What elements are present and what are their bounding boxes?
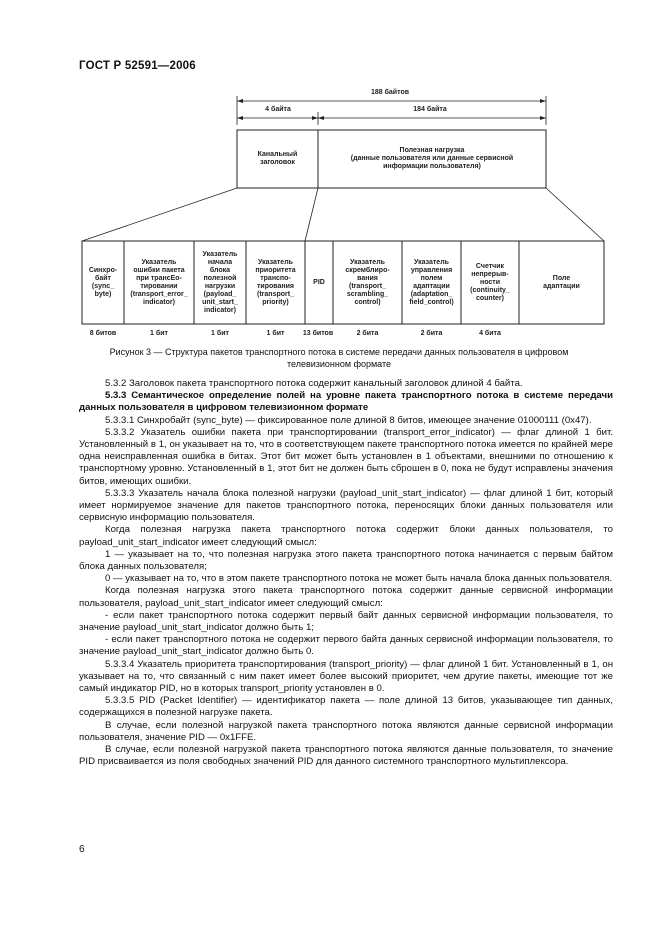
body-paragraph: Когда полезная нагрузка этого пакета транспортного потока содержит данные сервисной информации пользователя, payload_unit_start_indicator имеет следующий смысл: xyxy=(79,585,613,609)
bits-sync-byte: 8 битов xyxy=(89,330,117,337)
document-header: ГОСТ Р 52591—2006 xyxy=(79,60,196,72)
header-block: Канальный заголовок xyxy=(257,151,298,166)
body-paragraph: 5.3.3.5 PID (Packet Identifier) — идентификатор пакета — поле длиной 13 битов, указывающее тип данных, содержащихся в полезной нагрузке пакета. xyxy=(79,695,613,719)
field-transport-error-indicator: Указатель ошибки пакета при трансЕо- тировании (transport_error_ indicator) xyxy=(130,258,188,306)
field-adaptation-field-control: Указатель управления полем адаптации (adaptation_ field_control) xyxy=(409,258,454,306)
body-text xyxy=(79,378,613,769)
body-paragraph: 5.3.3 Семантическое определение полей на уровне пакета транспортного потока в системе передачи данных пользователя в цифровом телевизионном формате xyxy=(79,390,613,414)
field-transport-priority: Указатель приоритета транспо- тирования (transport_ priority) xyxy=(255,258,296,306)
total-size-label: 188 байтов xyxy=(370,89,410,96)
body-paragraph: 1 — указывает на то, что полезная нагрузка этого пакета транспортного потока начинается с первым байтом блока данных пользователя; xyxy=(79,548,613,573)
payload-size-label: 184 байта xyxy=(413,106,447,113)
bits-pid: 13 битов xyxy=(302,330,334,337)
body-paragraph: - если пакет транспортного потока содержит первый байт данных сервисной информации пользователя, то значение payload_unit_start_indicator должно быть 1; xyxy=(79,609,613,634)
body-paragraph: 0 — указывает на то, что в этом пакете транспортного потока не может быть начала блока данных пользователя. xyxy=(105,573,613,585)
body-paragraph: - если пакет транспортного потока не содержит первого байта данных сервисной информации пользователя, то значение payload_unit_start_indicator должно быть 0. xyxy=(79,634,613,658)
field-adaptation-field: Поле адаптации xyxy=(543,274,580,290)
body-paragraph: 5.3.3.2 Указатель ошибки пакета при транспортировании (transport_error_indicator) — флаг длиной 1 бит. Установленный в 1, он указывает на то, что в соответствующем пакете транспортного потока имеется по крайней мере одна неисправленная ошибка в битах. Этот бит может быть установлен в 1 объектами, внешними по отношению к транспортному уровню. Установленный в 1, этот бит не должен быть сброшен в 0, пока не будут исправлены значения битов, имеющих ошибки. xyxy=(79,426,613,487)
body-paragraph: Когда полезная нагрузка пакета транспортного потока содержит блоки данных пользователя, то payload_unit_start_indicator имеет следующий смысл: xyxy=(79,524,613,548)
page-number: 6 xyxy=(79,844,85,855)
field-pid: PID xyxy=(313,278,325,286)
bits-transport-error-indicator: 1 бит xyxy=(150,330,168,337)
bits-transport-priority: 1 бит xyxy=(266,330,285,337)
bits-payload-unit-start-indicator: 1 бит xyxy=(211,330,229,337)
body-paragraph: 5.3.3.3 Указатель начала блока полезной нагрузки (payload_unit_start_indicator) — флаг длиной 1 бит, который имеет нормируемое значение для пакетов транспортного потока, переносящих блоки данных пользователя или сервисную информацию пользователя. xyxy=(79,487,613,524)
field-payload-unit-start-indicator: Указатель начала блока полезной нагрузки (payload_ unit_start_ indicator) xyxy=(202,250,238,314)
field-sync-byte: Синхро- байт (sync_ byte) xyxy=(88,266,118,298)
field-continuity-counter: Счетчик непрерыв- ности (continuity_ counter) xyxy=(470,262,510,302)
figure-caption: Рисунок 3 — Структура пакетов транспортного потока в системе передачи данных пользователя в цифровом телевизионном формате xyxy=(109,347,569,369)
bits-continuity-counter: 4 бита xyxy=(479,330,501,337)
body-paragraph: 5.3.3.4 Указатель приоритета транспортирования (transport_priority) — флаг длиной 1 бит. Установленный в 1, он указывает на то, что связанный с ним пакет имеет более высокий приоритет, чем другие пакеты, имеющие тот же самый индикатор PID, но в которых transport_priority установлен в 0. xyxy=(79,658,613,695)
header-size-label: 4 байта xyxy=(265,106,291,113)
payload-block: Полезная нагрузка (данные пользователя или данные сервисной информации пользователя) xyxy=(350,147,514,170)
body-paragraph: 5.3.2 Заголовок пакета транспортного потока содержит канальный заголовок длиной 4 байта. xyxy=(105,378,523,389)
bits-transport-scrambling-control: 2 бита xyxy=(356,330,379,337)
body-paragraph: 5.3.3.1 Синхробайт (sync_byte) — фиксированное поле длиной 8 битов, имеющее значение 01000111 (0x47). xyxy=(105,414,592,426)
bits-adaptation-field-control: 2 бита xyxy=(420,330,443,337)
body-paragraph: В случае, если полезной нагрузкой пакета транспортного потока являются данные сервисной информации пользователя, значение PID — 0x1FFE. xyxy=(79,719,613,743)
field-transport-scrambling-control: Указатель скремблиро- вания (transport_ scrambling_ control) xyxy=(345,258,390,306)
body-paragraph: В случае, если полезной нагрузкой пакета транспортного потока являются данные пользователя, то значение PID присваивается из поля свободных значений PID для данного системного транспортного мультиплексора. xyxy=(79,744,613,768)
